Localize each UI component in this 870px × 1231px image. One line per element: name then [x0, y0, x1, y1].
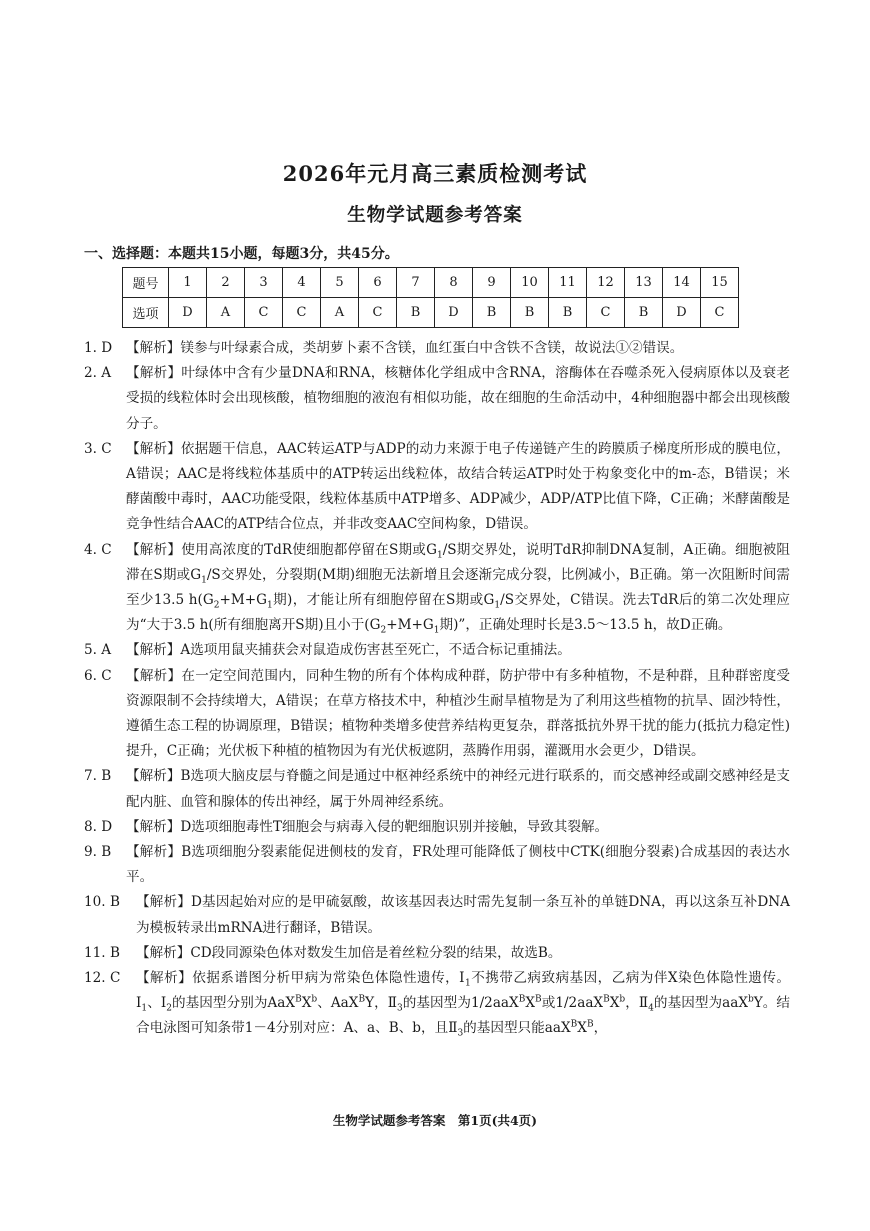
question-number-cell: 3 — [245, 268, 283, 298]
page-subtitle: 生物学试题参考答案 — [347, 205, 523, 226]
answer-cell: A — [321, 298, 359, 328]
question-number-cell: 1 — [169, 268, 207, 298]
explanation-text: 【解析】D选项细胞毒性T细胞会与病毒入侵的靶细胞识别并接触，导致其裂解。 — [126, 818, 609, 835]
explanations-list — [84, 336, 790, 1042]
explanation-text: 【解析】D基因起始对应的是甲硫氨酸，故该基因表达时需先复制一条互补的单链DNA，再以这条互补DNA为模板转录出mRNA进行翻译，B错误。 — [136, 894, 790, 936]
section-heading: 一、选择题：本题共15小题，每题3分，共45分。 — [84, 246, 399, 262]
answer-cell: D — [169, 298, 207, 328]
question-number-cell: 2 — [207, 268, 245, 298]
question-number-cell: 9 — [473, 268, 511, 298]
answer-cell: C — [587, 298, 625, 328]
explanation-item — [84, 890, 790, 940]
explanation-text: 【解析】B选项细胞分裂素能促进侧枝的发育，FR处理可能降低了侧枝中CTK(细胞分裂素)合成基因的表达水平。 — [126, 844, 790, 886]
answer-cell: D — [435, 298, 473, 328]
explanation-item — [84, 638, 790, 663]
explanation-number: 11. B — [84, 944, 120, 961]
explanation-number: 10. B — [84, 894, 120, 911]
question-number-cell: 12 — [587, 268, 625, 298]
answer-table — [122, 267, 739, 328]
explanation-item — [84, 664, 790, 765]
explanation-item — [84, 966, 790, 1042]
explanation-text: 【解析】依据题干信息，AAC转运ATP与ADP的动力来源于电子传递链产生的跨膜质子梯度所形成的膜电位，A错误；AAC是将线粒体基质中的ATP转运出线粒体，故结合转运ATP时处于构象变化中的m-态，B错误；米酵菌酸中毒时，AAC功能受限，线粒体基质中ATP增多、ADP减少，ADP/ATP比值下降，C正确；米酵菌酸是竞争性结合AAC的ATP结合位点，并非改变AAC空间构象，D错误。 — [126, 440, 790, 533]
explanation-number: 9. B — [84, 844, 112, 861]
page-title: 2026年元月高三素质检测考试 — [282, 161, 588, 186]
answer-cell: C — [245, 298, 283, 328]
answer-table-answer-row — [123, 298, 739, 328]
explanation-number: 8. D — [84, 818, 113, 835]
explanation-text: 【解析】镁参与叶绿素合成，类胡萝卜素不含镁，血红蛋白中含铁不含镁，故说法①②错误。 — [126, 340, 684, 356]
question-number-cell: 13 — [625, 268, 663, 298]
explanation-item — [84, 815, 790, 840]
question-number-cell: 7 — [397, 268, 435, 298]
explanation-item — [84, 538, 790, 639]
explanation-item — [84, 764, 790, 814]
answer-cell: D — [663, 298, 701, 328]
question-number-cell: 4 — [283, 268, 321, 298]
explanation-number: 1. D — [84, 340, 113, 356]
explanation-item — [84, 840, 790, 890]
answer-cell: C — [359, 298, 397, 328]
explanation-item — [84, 941, 790, 966]
question-number-cell: 5 — [321, 268, 359, 298]
question-number-cell: 11 — [549, 268, 587, 298]
answer-cell: A — [207, 298, 245, 328]
table-header-cell: 选项 — [123, 298, 169, 328]
answer-cell: B — [397, 298, 435, 328]
answer-cell: B — [625, 298, 663, 328]
explanation-text: 【解析】A选项用鼠夹捕获会对鼠造成伤害甚至死亡，不适合标记重捕法。 — [126, 642, 571, 659]
answer-cell: B — [511, 298, 549, 328]
explanation-item — [84, 336, 790, 361]
page-footer: 生物学试题参考答案 第1页(共4页) — [332, 1113, 538, 1128]
explanation-text: 【解析】叶绿体中含有少量DNA和RNA，核糖体化学组成中含RNA，溶酶体在吞噬杀死入侵病原体以及衰老受损的线粒体时会出现核酸，植物细胞的液泡有相似功能，故在细胞的生命活动中，4种细胞器中都会出现核酸分子。 — [126, 365, 790, 432]
explanation-number: 6. C — [84, 667, 112, 684]
explanation-text: 【解析】CD段同源染色体对数发生加倍是着丝粒分裂的结果，故选B。 — [136, 944, 562, 961]
explanation-text: 【解析】使用高浓度的TdR使细胞都停留在S期或$G_1/S$期交界处，说明TdR抑制DNA复制，A正确。细胞被阻滞在S期或$G_1/S$交界处，分裂期(M期)细胞无法新增且会逐渐完成分裂，比例减小，B正确。第一次阻断时间需至少13.5 $h(G_2+M+G_1$期)，才能让所有细胞停留在S期或$G_1/S$交界处，C错误。洗去TdR后的第二次处理应为“大于3.5 h(所有细胞离开S期)且小于($G_2+M+G_1$期)”，正确处理时长是3.5～13.5 h，故D正确。 — [126, 541, 791, 636]
explanation-number: 4. C — [84, 541, 112, 558]
answer-table-number-row — [123, 268, 739, 298]
explanation-number: 12. C — [84, 970, 121, 987]
question-number-cell: 15 — [701, 268, 739, 298]
answer-cell: B — [473, 298, 511, 328]
explanation-number: 3. C — [84, 440, 112, 457]
question-number-cell: 14 — [663, 268, 701, 298]
question-number-cell: 8 — [435, 268, 473, 298]
question-number-cell: 10 — [511, 268, 549, 298]
answer-cell: C — [283, 298, 321, 328]
explanation-text: 【解析】在一定空间范围内，同种生物的所有个体构成种群，防护带中有多种植物，不是种群，且种群密度受资源限制不会持续增大，A错误；在草方格技术中，种植沙生耐旱植物是为了利用这些植物的抗旱、固沙特性，遵循生态工程的协调原理，B错误；植物种类增多使营养结构更复杂，群落抵抗外界干扰的能力(抵抗力稳定性)提升，C正确；光伏板下种植的植物因为有光伏板遮阴，蒸腾作用弱，灌溉用水会更少，D错误。 — [126, 667, 790, 760]
table-header-cell: 题号 — [123, 268, 169, 298]
explanation-text: 【解析】B选项大脑皮层与脊髓之间是通过中枢神经系统中的神经元进行联系的，而交感神经或副交感神经是支配内脏、血管和腺体的传出神经，属于外周神经系统。 — [126, 768, 790, 810]
explanation-item — [84, 361, 790, 437]
question-number-cell: 6 — [359, 268, 397, 298]
explanation-number: 5. A — [84, 642, 112, 659]
explanation-text: 【解析】依据系谱图分析甲病为常染色体隐性遗传，$Ⅰ_1$不携带乙病致病基因，乙病为伴X染色体隐性遗传。$Ⅰ_1$、$Ⅰ_2$的基因型分别为$AaX^BX^b$、AaX$^B$Y，$Ⅱ_3$的基因型为$1/2aaX^BX^B$或$1/2aaX^BX^b$，$Ⅱ_4$的基因型为aaX$^b$Y。结合电泳图可知条带1－4分别对应：A、a、B、b，且$Ⅱ_3$的基因型只能$aaX^BX^B$， — [136, 970, 791, 1040]
answer-cell: B — [549, 298, 587, 328]
answer-cell: C — [701, 298, 739, 328]
explanation-number: 2. A — [84, 365, 112, 382]
explanation-item — [84, 437, 790, 538]
explanation-number: 7. B — [84, 768, 112, 785]
